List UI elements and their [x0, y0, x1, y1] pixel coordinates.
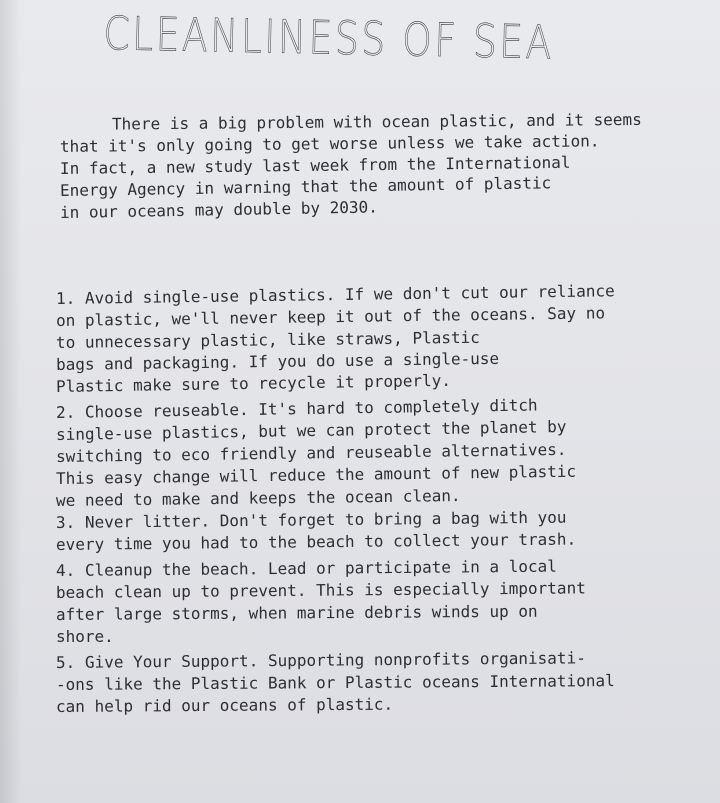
intro-paragraph [59, 109, 680, 224]
point-line: -ons like the Plastic Bank or Plastic oceans International [55, 671, 615, 694]
point-line: 2. Choose reuseable. It's hard to completely ditch [55, 395, 538, 422]
intro-line: that it's only going to get worse unless we take action. [59, 131, 600, 156]
point-line: 1. Avoid single-use plastics. If we don't cut our reliance [55, 281, 615, 308]
title-text: CLEANLINESS OF SEA [102, 6, 555, 70]
intro-line: in our oceans may double by 2030. [59, 197, 378, 222]
points-list [55, 281, 696, 718]
point-line: single-use plastics, but we can protect the planet by [55, 416, 567, 444]
point-5 [55, 648, 696, 718]
intro-line: Energy Agency in warning that the amount of plastic [59, 173, 552, 200]
page-shadow [0, 0, 22, 803]
point-4 [55, 556, 696, 648]
point-line: switching to eco friendly and reuseable alternatives. [55, 439, 567, 466]
point-line: 4. Cleanup the beach. Lead or participate in a local [55, 556, 557, 580]
point-line: can help rid our oceans of plastic. [55, 694, 394, 716]
point-line: beach clean up to prevent. This is especially important [55, 578, 586, 602]
point-line: Plastic make sure to recycle it properly. [55, 370, 452, 396]
point-line: after large storms, when marine debris winds up on [55, 601, 538, 624]
intro-line: In fact, a new study last week from the International [59, 152, 571, 178]
point-line: on plastic, we'll never keep it out of the oceans. Say no [55, 303, 606, 330]
point-line: to unnecessary plastic, like straws, Plastic [55, 327, 480, 352]
point-line: every time you had to the beach to collect your trash. [55, 529, 577, 554]
page-title [103, 6, 564, 70]
point-1 [55, 281, 696, 398]
point-3 [55, 507, 696, 556]
point-line: we need to make and keeps the ocean clean. [55, 486, 461, 510]
point-line: shore. [56, 627, 114, 646]
intro-line: There is a big problem with ocean plastic, and it seems [111, 109, 642, 134]
point-line: This easy change will reduce the amount of new plastic [55, 461, 577, 488]
point-line: 3. Never litter. Don't forget to bring a bag with you [55, 507, 567, 532]
point-2 [55, 395, 696, 512]
point-line: 5. Give Your Support. Supporting nonprofits organisati- [55, 648, 586, 672]
point-line: bags and packaging. If you do use a single-use [55, 348, 500, 374]
